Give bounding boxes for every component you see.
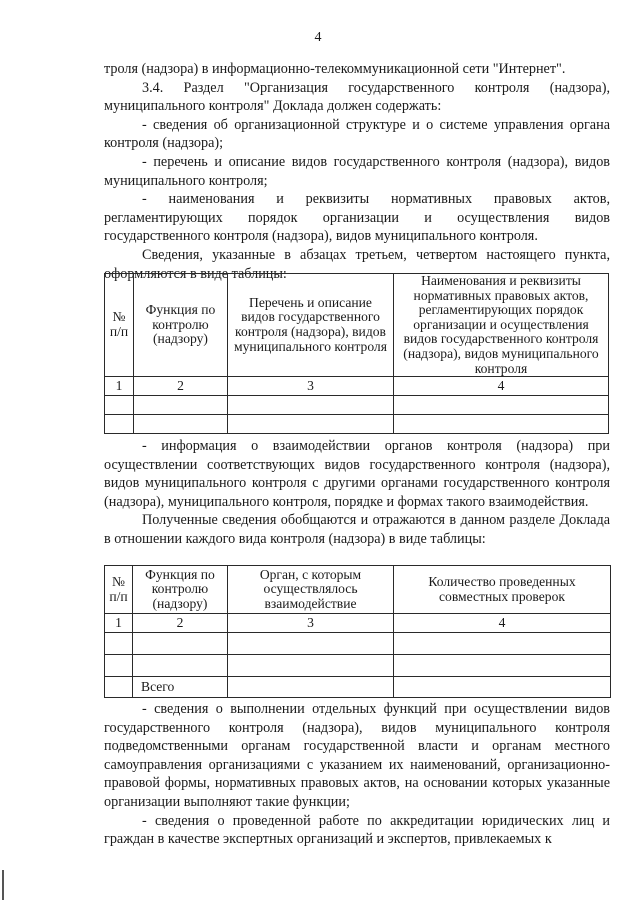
table-row bbox=[105, 415, 609, 434]
paragraph: - информация о взаимодействии органов контроля (надзора) при осуществлении соответствующих видов государственного контроля (надзора), видов муниципального контроля с другими органами государственного контроля (надзора), муниципального контроля, порядке и формах такого взаимодействия. bbox=[104, 438, 610, 510]
table1-colnum-1: 1 bbox=[105, 377, 134, 396]
paragraph: Сведения, указанные в абзацах третьем, четвертом настоящего пункта, оформляются в виде таблицы: bbox=[104, 246, 610, 282]
table1-header-kinds: Перечень и описание видов государственного контроля (надзора), видов муниципального контроля bbox=[228, 274, 394, 377]
interaction-table bbox=[104, 565, 611, 698]
table-row bbox=[105, 633, 611, 655]
table1-header-function: Функция по контролю (надзору) bbox=[134, 274, 228, 377]
table2-header-number: № п/п bbox=[105, 566, 133, 614]
paragraph: - наименования и реквизиты нормативных правовых актов, регламентирующих порядок организации и осуществления видов государственного контроля (надзора), видов муниципального контроля. bbox=[104, 191, 610, 245]
paragraph: - сведения о выполнении отдельных функций при осуществлении видов государственного контроля (надзора), видов муниципального контроля подведомственными органам государственной власти и органам местного самоуправления организациями с указанием их наименований, организационно-правовой формы, нормативных правовых актов, на основании которых указанные организации выполняют такие функции; bbox=[104, 701, 610, 810]
table-row bbox=[105, 677, 611, 698]
paragraph: Полученные сведения обобщаются и отражаются в данном разделе Доклада в отношении каждого вида контроля (надзора) в виде таблицы: bbox=[104, 512, 610, 547]
table2-header-inspections: Количество проведенных совместных проверок bbox=[394, 566, 611, 614]
paragraph: - сведения об организационной структуре и о системе управления органа контроля (надзора); bbox=[104, 116, 610, 152]
table2-header-organ: Орган, с которым осуществлялось взаимодействие bbox=[228, 566, 394, 614]
table2-colnum-1: 1 bbox=[105, 614, 133, 633]
table1-header-acts: Наименования и реквизиты нормативных правовых актов, регламентирующих порядок организации и осуществления видов государственного контроля (надзора), видов муниципального контроля bbox=[394, 274, 609, 377]
text-block-functions bbox=[104, 700, 610, 849]
paragraph: - перечень и описание видов государственного контроля (надзора), видов муниципального контроля; bbox=[104, 153, 610, 189]
table-row bbox=[105, 655, 611, 677]
functions-table bbox=[104, 273, 609, 434]
table2-colnum-4: 4 bbox=[394, 614, 611, 633]
table1-colnum-3: 3 bbox=[228, 377, 394, 396]
table2-colnum-3: 3 bbox=[228, 614, 394, 633]
page-number: 4 bbox=[314, 30, 322, 45]
paragraph: троля (надзора) в информационно-телекоммуникационной сети "Интернет". bbox=[104, 61, 566, 77]
table2-colnum-2: 2 bbox=[133, 614, 228, 633]
table1-colnum-4: 4 bbox=[394, 377, 609, 396]
paragraph: 3.4. Раздел "Организация государственного контроля (надзора), муниципального контроля" Доклада должен содержать: bbox=[104, 79, 610, 115]
table2-total-label: Всего bbox=[133, 677, 228, 698]
margin-mark bbox=[2, 870, 4, 900]
table1-colnum-2: 2 bbox=[134, 377, 228, 396]
table2-header-function: Функция по контролю (надзору) bbox=[133, 566, 228, 614]
text-block-interaction bbox=[104, 437, 610, 549]
table-row bbox=[105, 396, 609, 415]
paragraph: - сведения о проведенной работе по аккредитации юридических лиц и граждан в качестве экспертных организаций и экспертов, привлекаемых к bbox=[104, 812, 610, 848]
text-block-intro bbox=[104, 60, 610, 283]
table1-header-number: № п/п bbox=[105, 274, 134, 377]
